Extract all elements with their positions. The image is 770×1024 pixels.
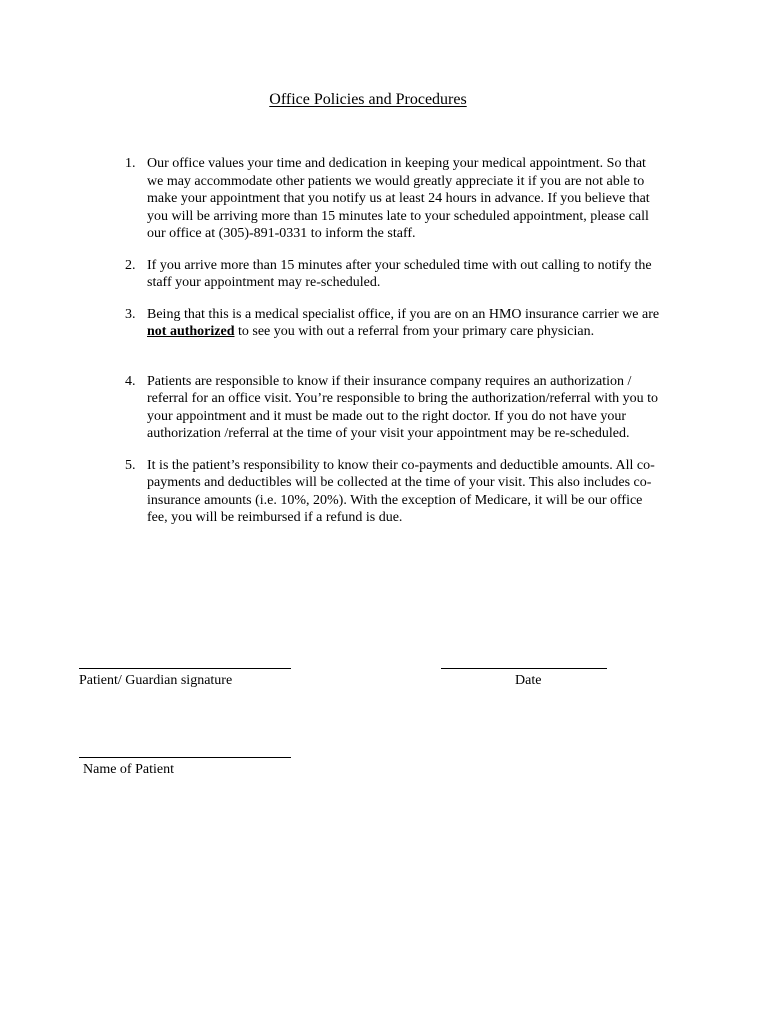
policy-number: 4. bbox=[125, 373, 136, 389]
page-title: Office Policies and Procedures bbox=[269, 91, 467, 108]
policy-text-after: to see you with out a referral from your primary care physician. bbox=[234, 324, 595, 339]
policy-number: 1. bbox=[125, 156, 136, 171]
policy-number: 2. bbox=[125, 257, 136, 273]
policy-item-4 bbox=[120, 373, 665, 443]
policy-text: If you arrive more than 15 minutes after your scheduled time with out calling to notify the staff your appointment may re-scheduled. bbox=[147, 257, 652, 290]
policy-text bbox=[147, 306, 665, 341]
patient-guardian-signature-label: Patient/ Guardian signature bbox=[79, 673, 233, 688]
policy-item-3 bbox=[120, 306, 665, 341]
policy-text: It is the patient’s responsibility to know their co-payments and deductible amounts. All co-payments and deductibles will be collected at the time of your visit. This also includes co-insurance amounts (i.e. 10%, 20%). With the exception of Medicare, it will be our office fee, you will be reimbursed if a refund is due. bbox=[147, 457, 655, 525]
policy-item-2 bbox=[120, 257, 665, 292]
policy-item-5 bbox=[120, 457, 665, 527]
policy-list bbox=[120, 155, 665, 541]
date-label: Date bbox=[515, 673, 542, 688]
policy-text-before: Being that this is a medical specialist office, if you are on an HMO insurance carrier we are bbox=[147, 306, 660, 322]
policy-number: 3. bbox=[125, 306, 136, 322]
date-line[interactable] bbox=[441, 668, 607, 669]
policy-text: Our office values your time and dedication in keeping your medical appointment. So that we may accommodate other patients we would greatly appreciate it if you are not able to make your appointment that you notify us at least 24 hours in advance. If you believe that you will be arriving more than 15 minutes late to your scheduled appointment, please call our office at (305)-891-0331 to inform the staff. bbox=[147, 156, 650, 241]
patient-name-label: Name of Patient bbox=[83, 762, 174, 777]
policy-text: Patients are responsible to know if their insurance company requires an authorization / referral for an office visit. You’re responsible to bring the authorization/referral with you to your appointment and it must be made out to the right doctor. If you do not have your authorization /referral at the time of your visit your appointment may be re-scheduled. bbox=[147, 373, 658, 441]
policy-number: 5. bbox=[125, 457, 136, 473]
not-authorized-emphasis: not authorized bbox=[147, 324, 235, 339]
patient-guardian-signature-line[interactable] bbox=[79, 668, 291, 669]
patient-name-line[interactable] bbox=[79, 757, 291, 758]
policy-item-1 bbox=[120, 155, 665, 243]
